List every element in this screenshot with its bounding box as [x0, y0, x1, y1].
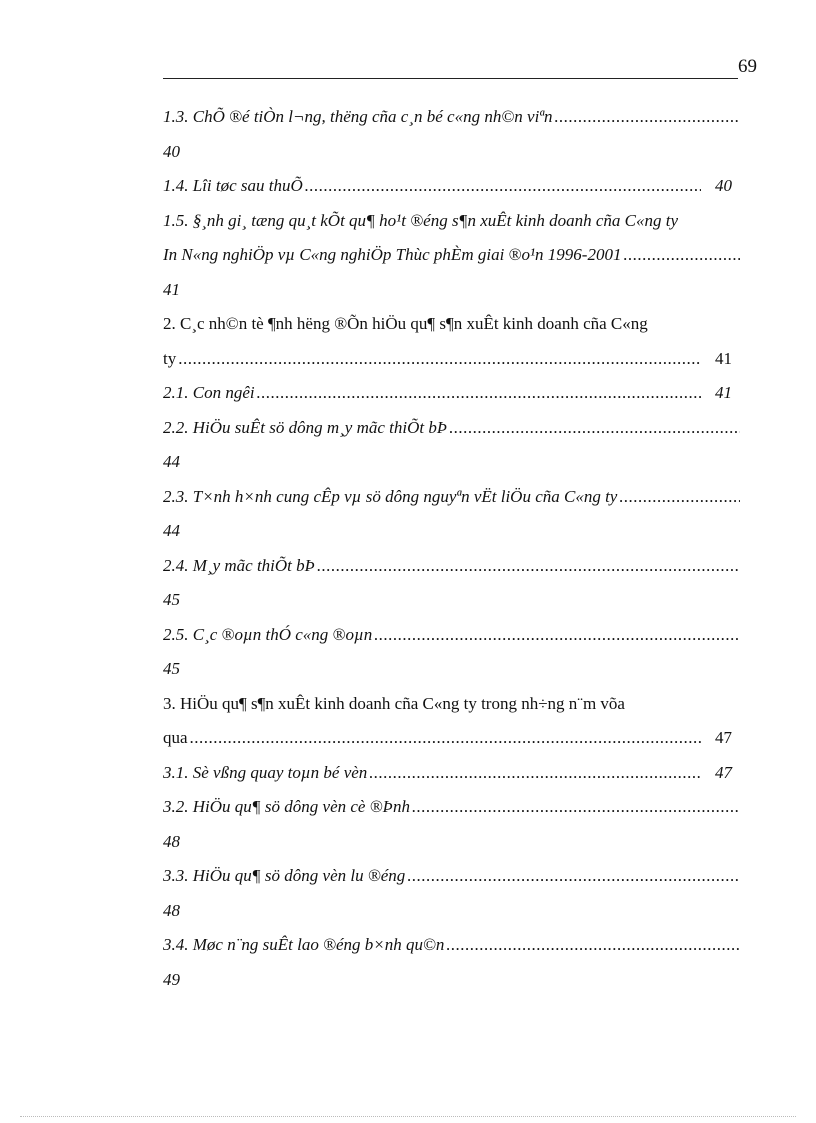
toc-entry-title: 2.4. M¸y mãc thiÕt bÞ: [163, 555, 316, 575]
dot-leader: [178, 342, 701, 377]
toc-page-number: 47: [715, 728, 732, 747]
toc-entry: [163, 376, 740, 411]
toc-entry-text: 2. C¸c nh©n tè ¶nh hëng ®Õn hiÖu qu¶ s¶n xuÊt kinh doanh cña C«ng: [163, 314, 648, 333]
toc-page-number: 41: [715, 348, 732, 368]
dot-leader: [369, 756, 701, 791]
toc-entry-title: 2.2. HiÖu suÊt sö dông m¸y mãc thiÕt bÞ: [163, 417, 448, 437]
toc-entry-title: 2.3. T×nh h×nh cung cÊp vµ sö dông nguyªn vËt liÖu cña C«ng ty: [163, 486, 618, 506]
dot-leader: [374, 618, 740, 653]
toc-page-number: 41: [715, 383, 732, 402]
toc-entry-title: In N«ng nghiÖp vµ C«ng nghiÖp Thùc phÈm giai ®o¹n 1996-2001: [163, 245, 622, 264]
toc-page-number: 44: [163, 452, 180, 471]
dot-leader: [554, 100, 740, 135]
toc-page-number: 48: [163, 831, 180, 851]
toc-entry-title: 3.1. Sè vßng quay toµn bé vèn: [163, 762, 368, 782]
toc-entry: [163, 687, 740, 756]
toc-entry-text: 3. HiÖu qu¶ s¶n xuÊt kinh doanh cña C«ng ty trong nh÷ng n¨m võa: [163, 693, 625, 713]
toc-entry: [163, 549, 740, 618]
header-rule: [163, 78, 738, 79]
toc-entry: [163, 204, 740, 308]
toc-page-number: 40: [163, 141, 180, 161]
toc-entry-title: ty: [163, 348, 177, 368]
toc-entry-title: qua: [163, 728, 188, 747]
toc-page-number: 48: [163, 900, 180, 920]
toc-entry: [163, 307, 740, 376]
toc-entry-title: 3.4. Møc n¨ng suÊt lao ®éng b×nh qu©n: [163, 935, 445, 954]
toc-entry-title: 3.3. HiÖu qu¶ sö dông vèn lu ®éng: [163, 866, 406, 885]
dot-leader: [305, 169, 701, 204]
toc-entry: [163, 790, 740, 859]
dot-leader: [619, 480, 740, 515]
toc-entry: [163, 618, 740, 687]
toc-entry: [163, 480, 740, 549]
page-number: 69: [738, 56, 757, 77]
toc-page-number: 49: [163, 969, 180, 989]
toc-entry: [163, 169, 740, 204]
table-of-contents: [163, 100, 740, 997]
toc-entry-title: 1.4. Lîi tøc sau thuÕ: [163, 176, 303, 195]
toc-entry-title: 2.5. C¸c ®oµn thÓ c«ng ®oµn: [163, 624, 373, 644]
dot-leader: [257, 376, 701, 411]
toc-entry: [163, 411, 740, 480]
toc-entry-title: 2.1. Con ngêi: [163, 383, 255, 402]
toc-entry-title: 3.2. HiÖu qu¶ sö dông vèn cè ®Þnh: [163, 797, 411, 816]
dot-leader: [449, 411, 740, 446]
toc-page-number: 40: [715, 176, 732, 195]
dot-leader: [412, 790, 740, 825]
toc-entry-text: 1.5. §¸nh gi¸ tæng qu¸t kÕt qu¶ ho¹t ®éng s¶n xuÊt kinh doanh cña C«ng ty: [163, 210, 679, 230]
toc-page-number: 45: [163, 659, 180, 678]
toc-page-number: 47: [715, 762, 732, 782]
dot-leader: [407, 859, 740, 894]
toc-entry-title: 1.3. ChÕ ®é tiÒn l¬ng, thëng cña c¸n bé c«ng nh©n viªn: [163, 107, 553, 126]
toc-page-number: 44: [163, 521, 180, 540]
toc-page-number: 41: [163, 279, 180, 299]
dot-leader: [190, 721, 701, 756]
dot-leader: [623, 238, 740, 273]
dot-leader: [446, 928, 740, 963]
dot-leader: [317, 549, 740, 584]
toc-entry: [163, 756, 740, 791]
footer-divider: [20, 1116, 796, 1117]
toc-entry: [163, 100, 740, 169]
toc-page-number: 45: [163, 590, 180, 609]
toc-entry: [163, 859, 740, 928]
toc-entry: [163, 928, 740, 997]
